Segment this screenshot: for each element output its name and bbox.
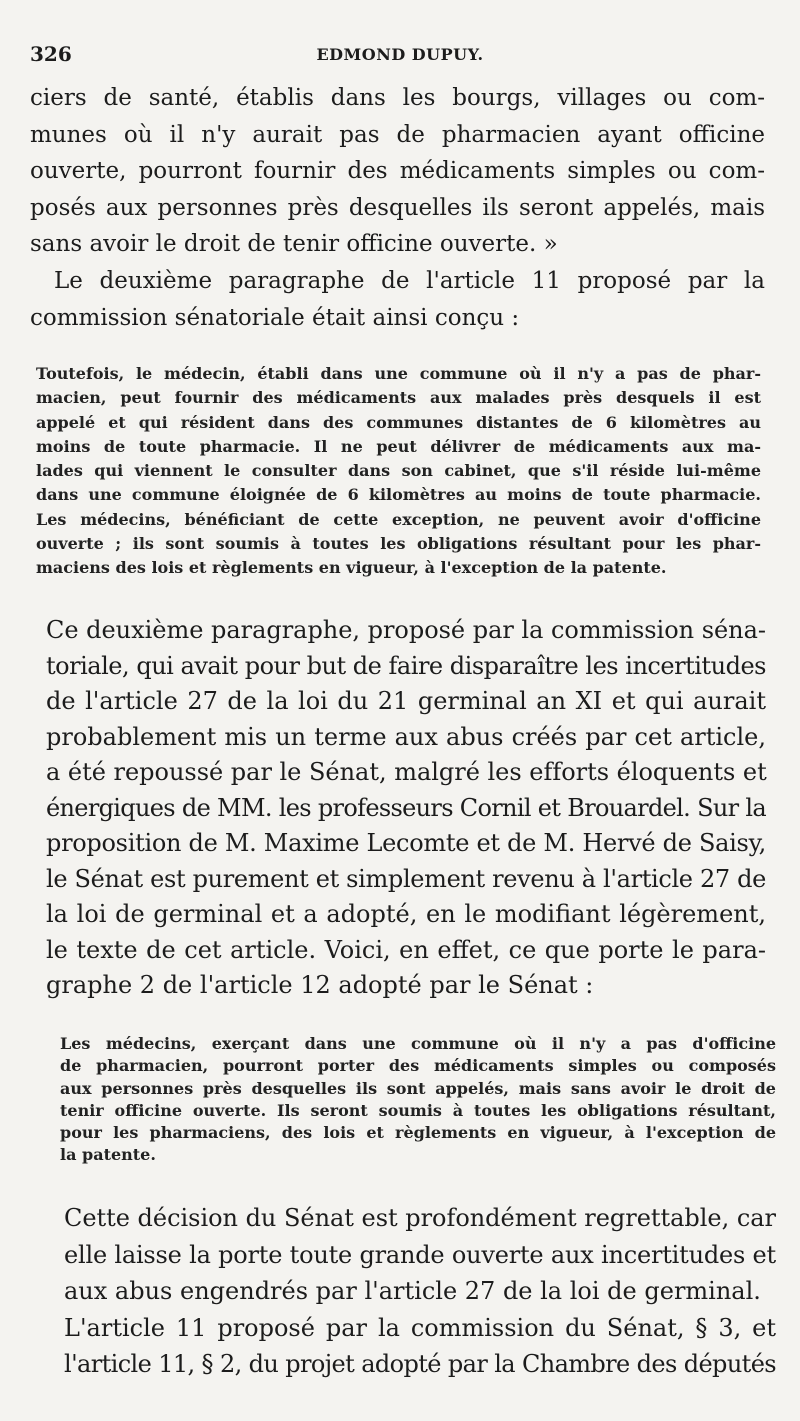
quote-line: Toutefois, le médecin, établi dans une commune où il n'y a pas de phar- — [36, 364, 761, 383]
text-line: posés aux personnes près desquelles ils seront appelés, mais — [30, 194, 765, 221]
text-line: le Sénat est purement et simplement revenu à l'article 27 de — [46, 864, 766, 893]
text-line: Cette décision du Sénat est profondément regrettable, car — [64, 1204, 776, 1232]
quote-line: lades qui viennent le consulter dans son cabinet, que s'il réside lui-même — [36, 461, 761, 481]
text-line: Le deuxième paragraphe de l'article 11 proposé par la — [54, 267, 765, 294]
quoted-article-proposed — [36, 362, 761, 581]
page-header — [30, 42, 770, 72]
body-text-top — [30, 80, 765, 336]
text-line: proposition de M. Maxime Lecomte et de M. Hervé de Saisy, — [46, 829, 767, 857]
quote-line: macien, peut fournir des médicaments aux malades près desquels il est — [36, 388, 761, 408]
text-line: de l'article 27 de la loi du 21 germinal an XI et qui aurait — [46, 687, 766, 715]
text-line: aux abus engendrés par l'article 27 de la loi de germinal. — [64, 1277, 761, 1306]
quote-line: de pharmacien, pourront porter des médicaments simples ou composés — [60, 1056, 776, 1076]
body-text-middle — [46, 613, 766, 1004]
text-line: graphe 2 de l'article 12 adopté par le Sénat : — [46, 971, 594, 999]
text-line: probablement mis un terme aux abus créés par cet article, — [46, 722, 766, 751]
quote-line: maciens des lois et règlements en vigueur, à l'exception de la patente. — [36, 558, 667, 578]
text-line: le texte de cet article. Voici, en effet, ce que porte le para- — [46, 935, 766, 964]
text-line: ciers de santé, établis dans les bourgs, villages ou com- — [30, 85, 765, 111]
quoted-article-adopted — [60, 1033, 776, 1167]
text-line: Ce deuxième paragraphe, proposé par la commission séna- — [46, 616, 766, 644]
text-line: elle laisse la porte toute grande ouverte aux incertitudes et — [64, 1240, 776, 1269]
text-line: L'article 11 proposé par la commission du Sénat, § 3, et — [64, 1313, 776, 1342]
text-line: énergiques de MM. les professeurs Cornil et Brouardel. Sur la — [46, 793, 766, 822]
running-head: EDMOND DUPUY. — [316, 45, 484, 64]
text-line: commission sénatoriale était ainsi conçu : — [30, 304, 520, 331]
quote-line: Les médecins, bénéficiant de cette exception, ne peuvent avoir d'officine — [36, 509, 761, 529]
quote-line: Les médecins, exerçant dans une commune où il n'y a pas d'officine — [60, 1034, 776, 1053]
page-number: 326 — [30, 42, 72, 66]
quote-line: appelé et qui résident dans des communes distantes de 6 kilomètres au — [36, 412, 761, 432]
quote-line: moins de toute pharmacie. Il ne peut délivrer de médicaments aux ma- — [36, 436, 761, 456]
body-text-bottom — [64, 1200, 776, 1383]
text-line: la loi de germinal et a adopté, en le modifiant légèrement, — [46, 900, 766, 928]
text-line: munes où il n'y aurait pas de pharmacien ayant officine — [30, 121, 765, 148]
quote-line: ouverte ; ils sont soumis à toutes les obligations résultant pour les phar- — [36, 534, 761, 554]
text-line: sans avoir le droit de tenir officine ouverte. » — [30, 231, 558, 258]
text-line: l'article 11, § 2, du projet adopté par la Chambre des députés — [64, 1350, 776, 1379]
quote-line: aux personnes près desquelles ils sont appelés, mais sans avoir le droit de — [60, 1078, 776, 1098]
quote-line: dans une commune éloignée de 6 kilomètres au moins de toute pharmacie. — [36, 485, 761, 505]
quote-line: la patente. — [60, 1145, 156, 1165]
text-line: ouverte, pourront fournir des médicaments simples ou com- — [30, 158, 765, 185]
text-line: a été repoussé par le Sénat, malgré les efforts éloquents et — [46, 758, 767, 786]
quote-line: tenir officine ouverte. Ils seront soumis à toutes les obligations résultant, — [60, 1100, 776, 1120]
quote-line: pour les pharmaciens, des lois et règlements en vigueur, à l'exception de — [60, 1123, 776, 1143]
text-line: toriale, qui avait pour but de faire disparaître les incertitudes — [46, 651, 766, 680]
